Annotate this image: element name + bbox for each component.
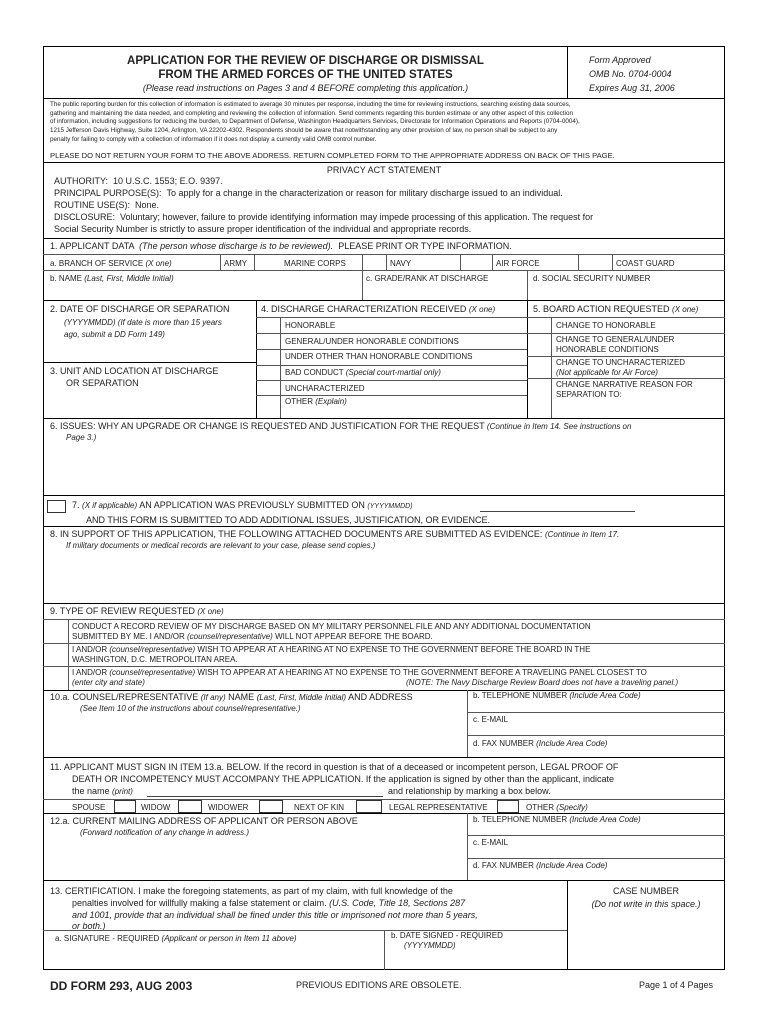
name-field[interactable] bbox=[44, 286, 362, 300]
action-honorable-label: CHANGE TO HONORABLE bbox=[556, 321, 656, 330]
action-uncharacterized-label: CHANGE TO UNCHARACTERIZED bbox=[556, 358, 686, 367]
branch-airforce-label: AIR FORCE bbox=[496, 259, 540, 268]
applicant-phone-field[interactable] bbox=[468, 825, 724, 835]
item11-line3: the name (print) bbox=[72, 786, 133, 796]
rule bbox=[43, 162, 725, 163]
name-label: b. NAME (Last, First, Middle Initial) bbox=[50, 274, 174, 283]
date-signed-label: b. DATE SIGNED - REQUIRED bbox=[391, 931, 503, 940]
header-divider bbox=[567, 46, 568, 98]
rel-legal-checkbox[interactable] bbox=[497, 800, 519, 813]
form-number: DD FORM 293, AUG 2003 bbox=[50, 979, 193, 993]
traveling-panel-checkbox[interactable] bbox=[44, 667, 68, 689]
rel-widower-checkbox[interactable] bbox=[259, 800, 283, 813]
discharge-date-field[interactable] bbox=[44, 341, 256, 361]
case-number-title: CASE NUMBER bbox=[612, 886, 679, 896]
ssn-field[interactable] bbox=[528, 286, 724, 300]
unit-location-field[interactable] bbox=[44, 390, 256, 417]
char-uncharacterized-label: UNCHARACTERIZED bbox=[285, 384, 365, 393]
dc-hearing-checkbox[interactable] bbox=[44, 644, 68, 666]
char-bad-conduct-label: BAD CONDUCT (Special court-martial only) bbox=[285, 368, 441, 377]
change-narrative-checkbox[interactable] bbox=[528, 379, 551, 417]
privacy-purpose: PRINCIPAL PURPOSE(S): To apply for a change in the characterization or reason for military discharge issued to an individual. bbox=[54, 188, 563, 198]
bad-conduct-checkbox[interactable] bbox=[257, 366, 280, 380]
form-title-line1: APPLICATION FOR THE REVIEW OF DISCHARGE OR DISMISSAL bbox=[127, 55, 484, 67]
uncharacterized-checkbox[interactable] bbox=[257, 381, 280, 395]
applicant-fax-label: d. FAX NUMBER (Include Area Code) bbox=[473, 861, 608, 870]
item10-hint: (See Item 10 of the instructions about counsel/representative.) bbox=[80, 704, 301, 713]
review-dc-text: I AND/OR (counsel/representative) WISH TO APPEAR AT A HEARING AT NO EXPENSE TO THE GOVERNMENT BEFORE THE BOARD IN THE bbox=[72, 645, 591, 654]
grade-label: c. GRADE/RANK AT DISCHARGE bbox=[366, 274, 489, 283]
signature-field[interactable] bbox=[44, 946, 384, 969]
branch-navy-label: NAVY bbox=[390, 259, 412, 268]
rel-widow-checkbox[interactable] bbox=[178, 800, 202, 813]
oth-checkbox[interactable] bbox=[257, 350, 280, 365]
date-signed-hint: (YYYYMMDD) bbox=[404, 941, 456, 950]
branch-airforce-checkbox[interactable] bbox=[461, 255, 492, 269]
item4-title: 4. DISCHARGE CHARACTERIZATION RECEIVED (X one) bbox=[261, 304, 496, 314]
previous-date-line[interactable] bbox=[480, 511, 635, 512]
rel-widow-label: WIDOW bbox=[141, 803, 171, 812]
privacy-disclosure: DISCLOSURE: Voluntary; however, failure to provide identifying information may impede processing of this application. The request for bbox=[54, 212, 594, 222]
review-panel-note: (NOTE: The Navy Discharge Review Board does not have a traveling panel.) bbox=[406, 678, 679, 687]
applicant-email-field[interactable] bbox=[468, 848, 724, 858]
return-notice: PLEASE DO NOT RETURN YOUR FORM TO THE ABOVE ADDRESS. RETURN COMPLETED FORM TO THE APPROPRIATE ADDRESS ON BACK OF THIS PAGE. bbox=[50, 151, 615, 160]
branch-marine-label: MARINE CORPS bbox=[284, 259, 346, 268]
counsel-fax-label: d. FAX NUMBER (Include Area Code) bbox=[473, 739, 608, 748]
item5-title: 5. BOARD ACTION REQUESTED (X one) bbox=[533, 304, 699, 314]
change-uncharacterized-checkbox[interactable] bbox=[528, 357, 551, 378]
item7-text: 7. (X if applicable) AN APPLICATION WAS PREVIOUSLY SUBMITTED ON (YYYYMMDD) bbox=[72, 500, 413, 510]
change-honorable-checkbox[interactable] bbox=[528, 318, 551, 333]
rel-spouse-checkbox[interactable] bbox=[114, 800, 136, 813]
action-general-label: CHANGE TO GENERAL/UNDER bbox=[556, 335, 675, 344]
issues-field[interactable] bbox=[44, 444, 724, 495]
item11-line3b: and relationship by marking a box below. bbox=[388, 786, 551, 796]
rel-other-label: OTHER (Specify) bbox=[526, 803, 588, 812]
char-honorable-label: HONORABLE bbox=[285, 321, 336, 330]
form-title-line2: FROM THE ARMED FORCES OF THE UNITED STATES bbox=[158, 69, 453, 81]
counsel-email-field[interactable] bbox=[468, 725, 724, 735]
branch-marine-checkbox[interactable] bbox=[255, 255, 283, 269]
mailing-address-field[interactable] bbox=[44, 840, 466, 879]
previous-application-checkbox[interactable] bbox=[47, 500, 66, 513]
action-uncharacterized-hint: (Not applicable for Air Force) bbox=[556, 368, 658, 377]
evidence-field[interactable] bbox=[44, 552, 724, 602]
rule bbox=[43, 98, 725, 99]
rel-nextofkin-checkbox[interactable] bbox=[356, 800, 382, 813]
burden-statement: The public reporting burden for this collection of information is estimated to average 30 minutes per response, including the time for reviewing instructions, searching existing data sources, gathering and maintaining the data needed, and completing and reviewing the collection of information. Send comments regarding this burden estimate or any other aspect of this collection of information, including suggestions for reducing the burden, to Department of Defense, Washington Headquarters Services, Directorate for Information Operations and Reports (0704-0004), 1215 Jefferson Davis Highway, Suite 1204, Arlington, VA 22202-4302. Respondents should be aware that notwithstanding any other provision of law, no person shall be subject to any penalty for failing to comply with a collection of information if it does not display a currently valid OMB control number. bbox=[50, 101, 580, 143]
item2-title: 2. DATE OF DISCHARGE OR SEPARATION bbox=[50, 304, 230, 314]
counsel-email-label: c. E-MAIL bbox=[473, 715, 509, 724]
char-general-label: GENERAL/UNDER HONORABLE CONDITIONS bbox=[285, 337, 459, 346]
case-number-hint: (Do not write in this space.) bbox=[591, 899, 701, 909]
general-checkbox[interactable] bbox=[257, 334, 280, 349]
item8-hint: If military documents or medical records are relevant to your case, please send copies.) bbox=[66, 541, 376, 550]
item9-title: 9. TYPE OF REVIEW REQUESTED (X one) bbox=[50, 606, 224, 616]
grade-field[interactable] bbox=[363, 286, 527, 300]
item13-line2: penalties involved for willfully making a false statement or claim. (U.S. Code, Title 18, Sections 287 bbox=[72, 898, 466, 908]
signer-name-line[interactable] bbox=[147, 796, 383, 797]
item1-title: 1. APPLICANT DATA (The person whose discharge is to be reviewed). PLEASE PRINT OR TYPE INFORMATION. bbox=[50, 241, 512, 251]
item11-line2: DEATH OR INCOMPETENCY MUST ACCOMPANY THE APPLICATION. If the application is signed by other than the applicant, indicate bbox=[72, 774, 615, 784]
applicant-email-label: c. E-MAIL bbox=[473, 838, 509, 847]
rel-spouse-label: SPOUSE bbox=[72, 803, 106, 812]
item7-line2: AND THIS FORM IS SUBMITTED TO ADD ADDITIONAL ISSUES, JUSTIFICATION, OR EVIDENCE. bbox=[86, 515, 491, 525]
counsel-address-field[interactable] bbox=[44, 716, 466, 756]
privacy-title: PRIVACY ACT STATEMENT bbox=[326, 165, 442, 175]
char-other-label: OTHER (Explain) bbox=[285, 397, 347, 406]
action-narrative-label-2: SEPARATION TO: bbox=[556, 390, 622, 399]
applicant-phone-label: b. TELEPHONE NUMBER (Include Area Code) bbox=[473, 815, 641, 824]
review-dc-text-2: WASHINGTON, D.C. METROPOLITAN AREA. bbox=[72, 655, 238, 664]
other-checkbox[interactable] bbox=[257, 396, 280, 417]
branch-label: a. BRANCH OF SERVICE (X one) bbox=[50, 259, 172, 268]
item13-line4: or both.) bbox=[72, 921, 106, 931]
counsel-phone-label: b. TELEPHONE NUMBER (Include Area Code) bbox=[473, 691, 641, 700]
review-panel-text: I AND/OR (counsel/representative) WISH TO APPEAR AT A HEARING AT NO EXPENSE TO THE GOVERNMENT BEFORE A TRAVELING PANEL CLOSEST TO bbox=[72, 668, 647, 677]
page-number: Page 1 of 4 Pages bbox=[639, 980, 714, 990]
form-approved: Form Approved bbox=[589, 55, 651, 65]
rule bbox=[43, 238, 725, 239]
expiration-date: Expires Aug 31, 2006 bbox=[589, 83, 675, 93]
item8-title: 8. IN SUPPORT OF THIS APPLICATION, THE FOLLOWING ATTACHED DOCUMENTS ARE SUBMITTED AS EVIDENCE: (Continue in Item 17. bbox=[50, 529, 620, 539]
item13-line3: and 1001, provide that an individual shall be fined under this title or imprisoned not more than 5 years, bbox=[72, 910, 478, 920]
action-narrative-label: CHANGE NARRATIVE REASON FOR bbox=[556, 380, 693, 389]
item12-title: 12.a. CURRENT MAILING ADDRESS OF APPLICANT OR PERSON ABOVE bbox=[50, 816, 358, 826]
action-general-label-2: HONORABLE CONDITIONS bbox=[556, 345, 659, 354]
item10-title: 10.a. COUNSEL/REPRESENTATIVE (If any) NAME (Last, First, Middle Initial) AND ADDRESS bbox=[50, 692, 413, 702]
rel-nextofkin-label: NEXT OF KIN bbox=[294, 803, 345, 812]
privacy-disclosure-2: Social Security Number is strictly to assure proper identification of the individual and appropriate records. bbox=[54, 224, 472, 234]
rel-legal-label: LEGAL REPRESENTATIVE bbox=[389, 803, 488, 812]
signature-label: a. SIGNATURE - REQUIRED (Applicant or person in Item 11 above) bbox=[55, 934, 297, 943]
item6-title: 6. ISSUES: WHY AN UPGRADE OR CHANGE IS REQUESTED AND JUSTIFICATION FOR THE REQUEST (Continue in Item 14. See instructions on bbox=[50, 421, 632, 431]
date-signed-field[interactable] bbox=[385, 952, 566, 969]
rel-other-field[interactable] bbox=[600, 800, 724, 813]
item12-hint: (Forward notification of any change in address.) bbox=[80, 828, 249, 837]
change-general-checkbox[interactable] bbox=[528, 334, 551, 356]
review-record-text-2: SUBMITTED BY ME. I AND/OR (counsel/representative) WILL NOT APPEAR BEFORE THE BOARD. bbox=[72, 632, 433, 641]
item3-title-2: OR SEPARATION bbox=[66, 378, 139, 388]
counsel-phone-field[interactable] bbox=[468, 701, 724, 712]
item3-title: 3. UNIT AND LOCATION AT DISCHARGE bbox=[50, 366, 219, 376]
review-record-text: CONDUCT A RECORD REVIEW OF MY DISCHARGE BASED ON MY MILITARY PERSONNEL FILE AND ANY ADDITIONAL DOCUMENTATION bbox=[72, 622, 591, 631]
item2-hint1: (YYYYMMDD) (If date is more than 15 years bbox=[64, 318, 222, 327]
item11-line1: 11. APPLICANT MUST SIGN IN ITEM 13.a. BELOW. If the record in question is that of a deceased or incompetent person, LEGAL PROOF OF bbox=[50, 762, 619, 772]
item13-line1: 13. CERTIFICATION. I make the foregoing statements, as part of my claim, with full knowledge of the bbox=[50, 886, 453, 896]
form-subtitle: (Please read instructions on Pages 3 and 4 BEFORE completing this application.) bbox=[142, 83, 469, 93]
review-panel-city-hint: (enter city and state) bbox=[72, 678, 145, 687]
obsolete-notice: PREVIOUS EDITIONS ARE OBSOLETE. bbox=[296, 980, 462, 990]
branch-army-label: ARMY bbox=[224, 259, 248, 268]
char-oth-label: UNDER OTHER THAN HONORABLE CONDITIONS bbox=[285, 352, 473, 361]
item2-hint2: ago, submit a DD Form 149) bbox=[64, 330, 165, 339]
item6-hint: Page 3.) bbox=[66, 433, 97, 442]
privacy-routine-use: ROUTINE USE(S): None. bbox=[54, 200, 160, 210]
honorable-checkbox[interactable] bbox=[257, 318, 280, 333]
branch-navy-checkbox[interactable] bbox=[363, 255, 386, 269]
record-review-checkbox[interactable] bbox=[44, 620, 68, 643]
rel-widower-label: WIDOWER bbox=[208, 803, 249, 812]
ssn-label: d. SOCIAL SECURITY NUMBER bbox=[533, 274, 651, 283]
branch-coastguard-label: COAST GUARD bbox=[616, 259, 675, 268]
privacy-authority: AUTHORITY: 10 U.S.C. 1553; E.O. 9397. bbox=[54, 176, 223, 186]
branch-coastguard-checkbox[interactable] bbox=[579, 255, 612, 269]
omb-number: OMB No. 0704-0004 bbox=[589, 69, 672, 79]
